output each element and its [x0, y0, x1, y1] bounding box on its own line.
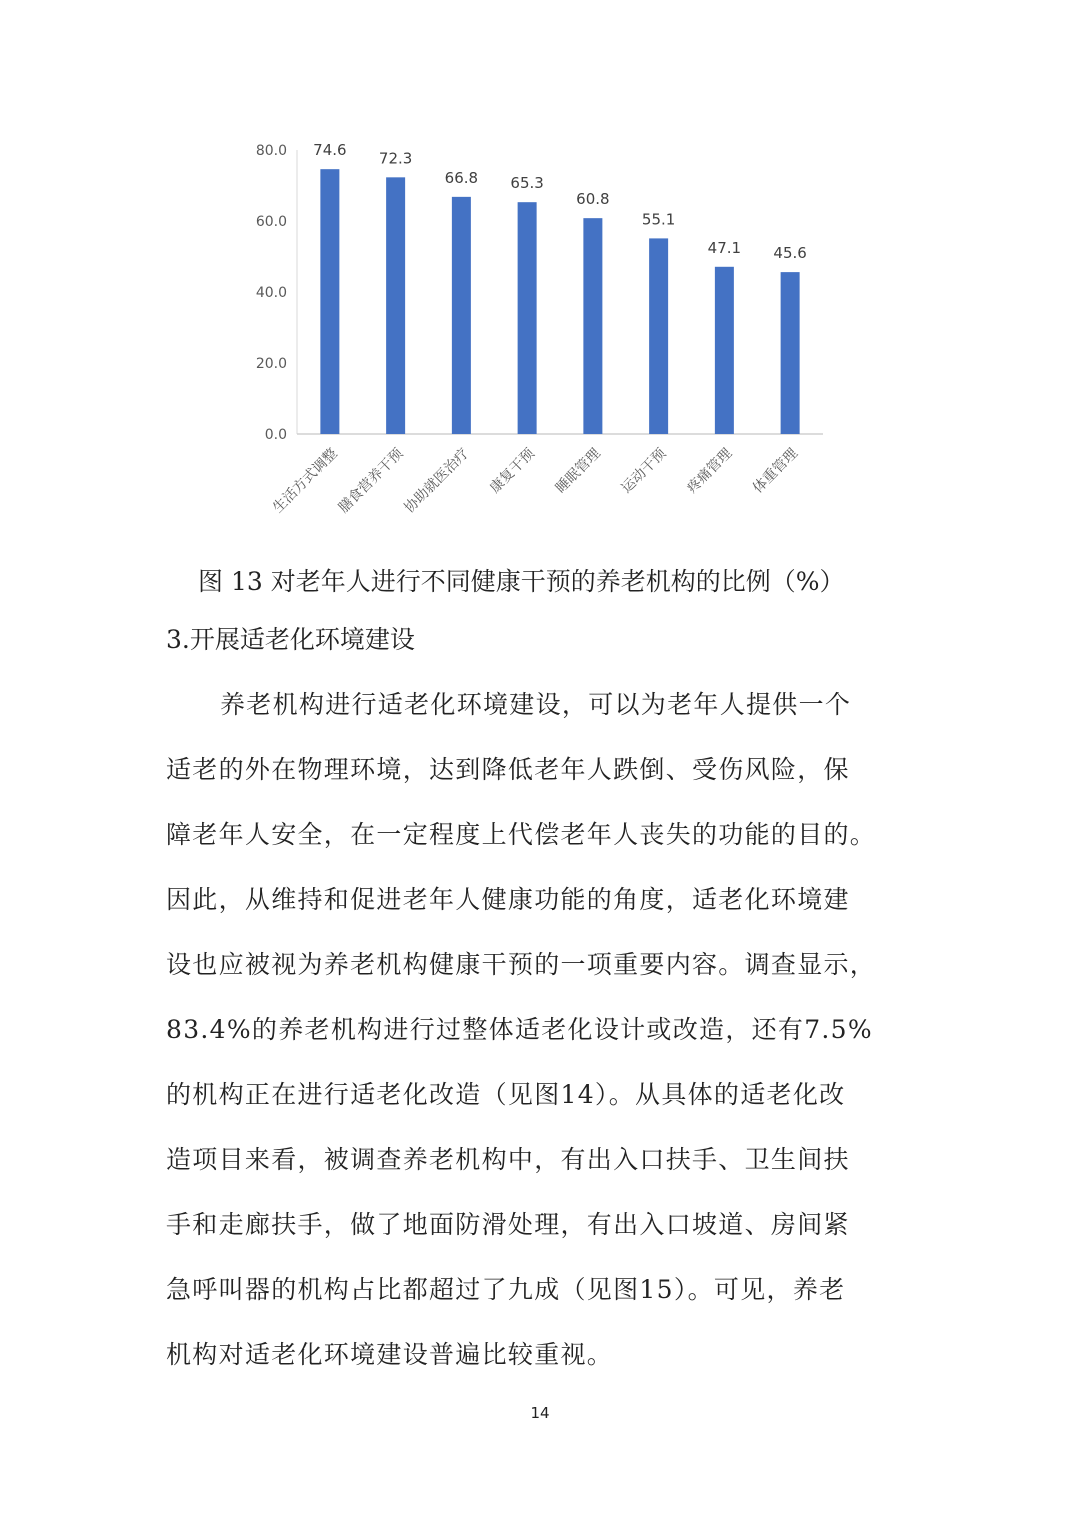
bar [452, 197, 471, 434]
y-tick-label: 20.0 [255, 356, 287, 372]
bar-value-label: 47.1 [707, 238, 742, 257]
category-label: 康复干预 [487, 445, 538, 497]
bar-value-label: 72.3 [378, 149, 413, 168]
y-tick-label: 40.0 [255, 285, 287, 301]
bar [386, 177, 405, 434]
bar-value-label: 66.8 [444, 168, 479, 187]
paragraph-line: 机构对适老化环境建设普遍比较重视。 [166, 1340, 614, 1369]
bar [583, 218, 602, 434]
paragraph-line: 因此，从维持和促进老年人健康功能的角度，适老化环境建 [166, 885, 850, 914]
paragraph-line: 的机构正在进行适老化改造（见图14）。从具体的适老化改 [166, 1080, 846, 1109]
paragraph-line: 设也应被视为养老机构健康干预的一项重要内容。调查显示， [166, 950, 877, 979]
category-label: 体重管理 [750, 445, 801, 497]
figure-caption: 图 13 对老年人进行不同健康干预的养老机构的比例（%） [198, 567, 845, 596]
paragraph-line: 手和走廊扶手，做了地面防滑处理，有出入口坡道、房间紧 [166, 1210, 850, 1239]
category-label: 运动干预 [618, 445, 670, 497]
category-label: 膳食营养干预 [335, 445, 407, 517]
bar-value-label: 55.1 [641, 210, 676, 229]
category-label: 生活方式调整 [269, 445, 341, 517]
bar [715, 267, 734, 434]
bar-value-label: 74.6 [313, 141, 347, 160]
bar [649, 238, 668, 434]
bar [518, 202, 537, 434]
paragraph-line: 急呼叫器的机构占比都超过了九成（见图15）。可见，养老 [166, 1275, 846, 1304]
paragraph-line: 养老机构进行适老化环境建设，可以为老年人提供一个 [220, 690, 852, 719]
category-label: 疼痛管理 [684, 445, 736, 497]
category-label: 协助就医治疗 [401, 445, 473, 517]
y-tick-label: 0.0 [264, 427, 287, 443]
bar-chart [0, 0, 1080, 560]
bar [781, 272, 800, 434]
y-tick-label: 80.0 [255, 143, 287, 159]
bar-value-label: 60.8 [576, 190, 610, 209]
body-paragraph [166, 680, 926, 1395]
paragraph-line: 造项目来看，被调查养老机构中，有出入口扶手、卫生间扶 [166, 1145, 850, 1174]
paragraph-line: 83.4%的养老机构进行过整体适老化设计或改造，还有7.5% [166, 1015, 873, 1044]
section-heading: 3.开展适老化环境建设 [166, 625, 415, 654]
category-label: 睡眠管理 [552, 445, 604, 497]
bar [320, 169, 339, 434]
y-tick-label: 60.0 [255, 214, 287, 230]
bar-value-label: 65.3 [510, 174, 544, 193]
paragraph-line: 障老年人安全，在一定程度上代偿老年人丧失的功能的目的。 [166, 820, 877, 849]
paragraph-line: 适老的外在物理环境，达到降低老年人跌倒、受伤风险，保 [166, 755, 850, 784]
page-number: 14 [530, 1404, 550, 1422]
bar-value-label: 45.6 [773, 244, 807, 263]
